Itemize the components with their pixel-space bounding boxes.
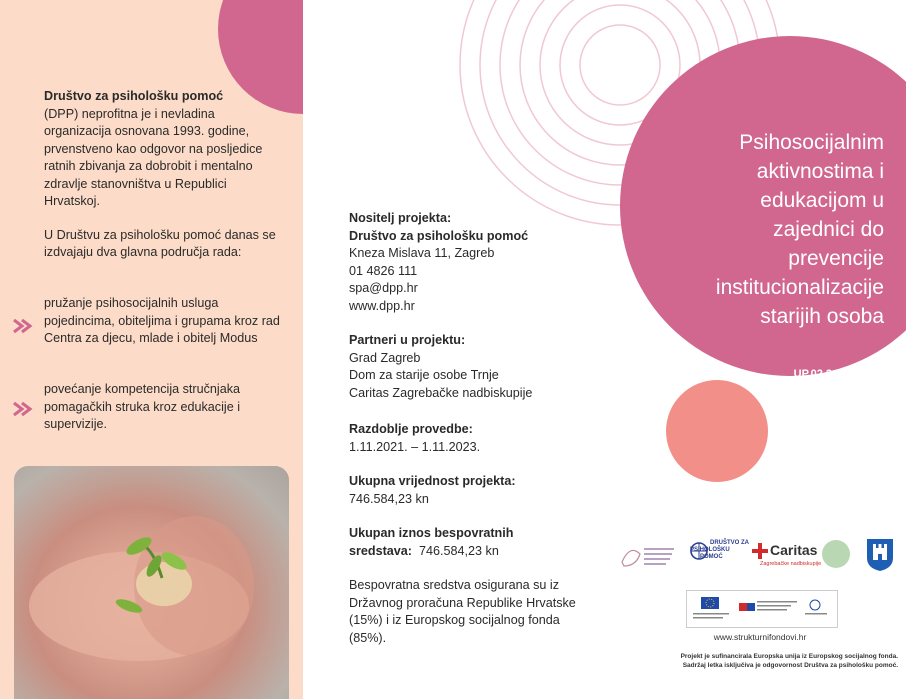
decorative-circle-coral <box>666 380 768 482</box>
grant-heading: Ukupan iznos bespovratnih sredstava: <box>349 526 514 558</box>
hands-logo <box>618 540 678 572</box>
caritas-logo: Caritas Zagrebačke nadbiskupije <box>752 541 816 571</box>
period-heading: Razdoblje provedbe: <box>349 422 473 436</box>
holder-address: Kneza Mislava 11, Zagreb <box>349 246 495 260</box>
zagreb-coat-of-arms-icon <box>866 538 894 572</box>
brochure-title: Psihosocijalnim aktivnostima i edukacijom u zajednici do prevencije institucionalizacije starijih osoba <box>715 131 884 328</box>
grant-value: 746.584,23 kn <box>419 543 499 558</box>
funding-footer: Projekt je sufinancirala Europska unija iz Europskog socijalnog fonda. Sadržaj letka isključiva je odgovornost Društva za psihološku pomoć. <box>680 653 898 669</box>
website-link[interactable]: www.strukturnifondovi.hr <box>713 632 807 642</box>
total-heading: Ukupna vrijednost projekta: <box>349 474 516 488</box>
holder-name: Društvo za psihološku pomoć <box>349 228 529 243</box>
partner-item: Dom za starije osobe Trnje <box>349 368 499 382</box>
intro-text: (DPP) neprofitna je i nevladina organizacija osnovana 1993. godine, prvenstveno kao odgovor na posljedice ratnih zbivanja za dobrobit i mentalno zdravlje stanovništva u Republici Hrvatskoj. <box>44 106 263 208</box>
period-value: 1.11.2021. – 1.11.2023. <box>349 439 481 454</box>
partners-heading: Partneri u projektu: <box>349 333 466 347</box>
dom-trnje-logo <box>822 540 850 568</box>
partner-item: Caritas Zagrebačke nadbiskupije <box>349 385 533 400</box>
dpp-logo: DRUŠTVO ZA PSIHOLOŠKU POMOĆ <box>690 540 749 560</box>
holder-phone: 01 4826 111 <box>349 263 418 278</box>
holder-heading: Nositelj projekta: <box>349 211 452 225</box>
bullet-item: pružanje psihosocijalnih usluga pojedincima, obiteljima i grupama kroz rad Centra za djecu, mlade i obitelj Modus <box>44 296 280 345</box>
project-code: UP.02.2.2.15.0051 <box>793 368 884 380</box>
eu-funds-logo <box>686 590 838 628</box>
cross-icon <box>752 543 768 559</box>
bullet-item: povećanje kompetencija stručnjaka pomagačkih struka kroz edukacije i supervizije. <box>44 382 241 431</box>
holder-web[interactable]: www.dpp.hr <box>349 298 415 313</box>
funding-note: Bespovratna sredstva osigurana su iz Državnog proračuna Republike Hrvatske (15%) i iz Europskog socijalnog fonda (85%). <box>349 578 576 645</box>
partner-item: Grad Zagreb <box>349 350 421 365</box>
total-value: 746.584,23 kn <box>349 491 429 506</box>
areas-intro: U Društvu za psihološku pomoć danas se izdvajaju dva glavna područja rada: <box>44 227 276 259</box>
org-name: Društvo za psihološku pomoć <box>44 89 224 103</box>
holder-email[interactable]: spa@dpp.hr <box>349 281 418 295</box>
